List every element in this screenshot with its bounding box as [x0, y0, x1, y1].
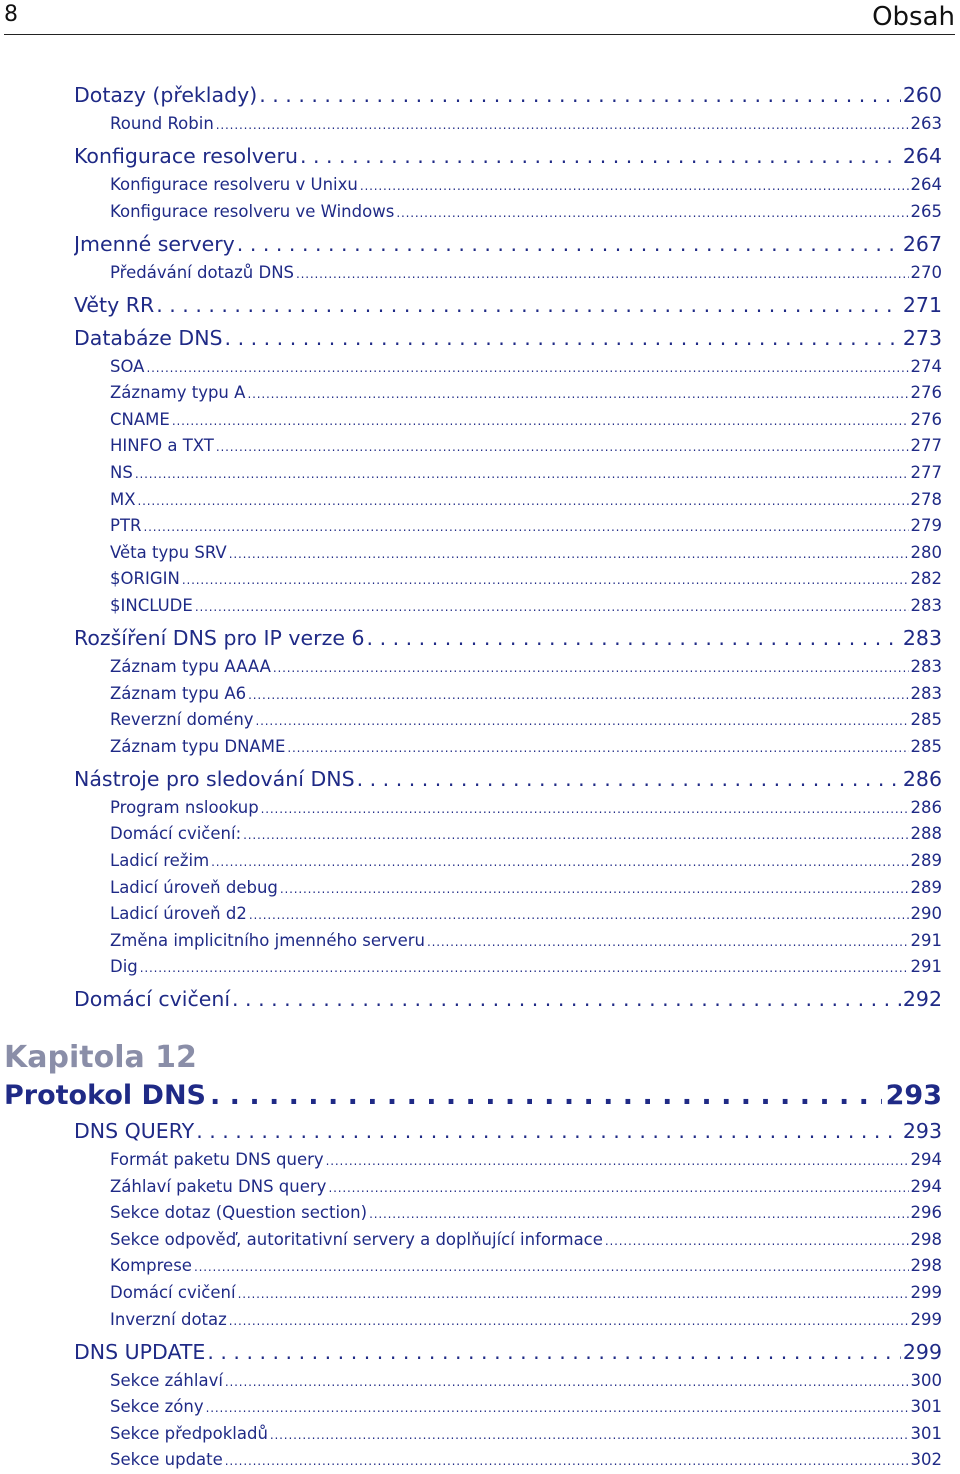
toc-subsection-entry[interactable] [110, 957, 942, 976]
entry-page-number: 289 [910, 851, 942, 870]
entry-label: Věty RR [74, 292, 155, 317]
leader-dots [328, 1177, 908, 1196]
entry-page-number: 267 [902, 231, 942, 256]
entry-page-number: 265 [910, 201, 942, 221]
entry-label: Nástroje pro sledování DNS [74, 766, 355, 791]
entry-page-number: 293 [902, 1119, 942, 1143]
toc-section-entry[interactable] [74, 293, 942, 317]
leader-dots [273, 657, 909, 676]
entry-page-number: 288 [910, 824, 942, 844]
entry-page-number: 300 [910, 1370, 942, 1390]
toc-subsection-entry[interactable] [110, 436, 942, 455]
toc-subsection-entry[interactable] [110, 175, 942, 194]
leader-dots [156, 293, 901, 317]
entry-page-number: 286 [902, 766, 942, 791]
entry-page-number: 280 [910, 542, 942, 562]
chapter-label: Kapitola 12 [4, 1040, 197, 1075]
entry-label: Záznam typu DNAME [110, 736, 286, 756]
entry-label: Program nslookup [110, 797, 259, 817]
leader-dots [357, 767, 901, 791]
toc-subsection-entry[interactable] [110, 202, 942, 221]
toc-subsection-entry[interactable] [110, 463, 942, 482]
toc-subsection-entry[interactable] [110, 1397, 942, 1416]
toc-section-entry[interactable] [74, 987, 942, 1011]
leader-dots [225, 1450, 909, 1469]
entry-page-number: 283 [910, 657, 942, 676]
entry-page-number: 299 [902, 1339, 942, 1364]
section-title: Obsah [872, 2, 955, 32]
entry-page-number: 270 [910, 262, 942, 282]
entry-page-number: 286 [910, 797, 942, 817]
entry-page-number: 271 [902, 292, 942, 317]
leader-dots [247, 383, 908, 402]
leader-dots [270, 1424, 909, 1443]
entry-label: $ORIGIN [110, 569, 180, 589]
entry-label: Jmenné servery [74, 231, 235, 256]
leader-dots [144, 516, 909, 535]
entry-label: Formát paketu DNS query [110, 1150, 324, 1169]
leader-dots [248, 684, 908, 703]
entry-page-number: 279 [910, 516, 942, 536]
toc-subsection-entry[interactable] [110, 1310, 942, 1329]
leader-dots [296, 263, 908, 282]
entry-label: Domácí cvičení [74, 987, 231, 1012]
entry-label: HINFO a TXT [110, 436, 214, 456]
entry-label: Round Robin [110, 114, 214, 133]
toc-subsection-entry[interactable] [110, 798, 942, 817]
entry-label: Databáze DNS [74, 325, 223, 350]
entry-label: Ladicí režim [110, 851, 210, 870]
toc-section-entry[interactable] [74, 767, 942, 791]
entry-page-number: 292 [902, 987, 942, 1012]
entry-label: Záhlaví paketu DNS query [110, 1176, 327, 1196]
leader-dots [287, 737, 908, 756]
toc-subsection-entry[interactable] [110, 657, 942, 676]
entry-label: Rozšíření DNS pro IP verze 6 [74, 626, 365, 650]
entry-page-number: 273 [902, 325, 942, 350]
entry-label: Inverzní dotaz [110, 1309, 227, 1329]
entry-page-number: 294 [910, 1176, 942, 1196]
entry-page-number: 298 [910, 1256, 942, 1276]
entry-page-number: 301 [910, 1397, 942, 1417]
leader-dots [211, 851, 908, 870]
toc-section-entry[interactable] [74, 83, 942, 107]
entry-label: DNS QUERY [74, 1119, 195, 1143]
entry-label: Sekce záhlaví [110, 1370, 223, 1390]
leader-dots [146, 357, 908, 376]
leader-dots [216, 114, 909, 133]
toc-subsection-entry[interactable] [110, 114, 942, 133]
chapter-entry[interactable] [4, 1080, 942, 1111]
toc-section-entry[interactable] [74, 1119, 942, 1143]
leader-dots [216, 436, 909, 455]
leader-dots [280, 878, 909, 897]
toc-subsection-entry[interactable] [110, 263, 942, 282]
entry-page-number: 278 [910, 489, 942, 509]
entry-label: Konfigurace resolveru [74, 144, 298, 168]
leader-dots [210, 1080, 882, 1111]
chapter-page: 293 [885, 1080, 942, 1111]
entry-page-number: 302 [910, 1450, 942, 1470]
entry-page-number: 299 [910, 1283, 942, 1302]
entry-page-number: 264 [910, 175, 942, 194]
entry-page-number: 260 [902, 83, 942, 107]
entry-label: Konfigurace resolveru ve Windows [110, 201, 395, 221]
chapter-title: Protokol DNS [4, 1080, 206, 1111]
toc-subsection-entry[interactable] [110, 410, 942, 429]
page-number: 8 [4, 2, 18, 27]
entry-label: Předávání dotazů DNS [110, 262, 295, 282]
toc-subsection-entry[interactable] [110, 543, 942, 562]
toc-subsection-entry[interactable] [110, 1256, 942, 1275]
entry-page-number: 282 [910, 569, 942, 589]
entry-page-number: 276 [910, 383, 942, 403]
toc-subsection-entry[interactable] [110, 684, 942, 703]
leader-dots [195, 596, 909, 615]
toc-subsection-entry[interactable] [110, 1450, 942, 1469]
leader-dots [172, 410, 909, 429]
leader-dots [196, 1119, 901, 1143]
leader-dots [225, 1371, 909, 1390]
leader-dots [243, 824, 908, 843]
leader-dots [238, 1283, 909, 1302]
entry-label: Sekce odpověď, autoritativní servery a doplňující informace [110, 1229, 603, 1249]
leader-dots [300, 144, 901, 168]
toc-subsection-entry[interactable] [110, 357, 942, 376]
entry-page-number: 296 [910, 1203, 942, 1223]
entry-label: PTR [110, 516, 142, 536]
toc-subsection-entry[interactable] [110, 1371, 942, 1390]
leader-dots [182, 569, 909, 588]
entry-page-number: 283 [910, 596, 942, 615]
toc-subsection-entry[interactable] [110, 383, 942, 402]
toc-subsection-entry[interactable] [110, 596, 942, 615]
leader-dots [135, 463, 909, 482]
entry-label: CNAME [110, 409, 170, 429]
entry-page-number: 274 [910, 356, 942, 376]
leader-dots [360, 175, 909, 194]
entry-page-number: 283 [902, 626, 942, 650]
entry-label: Změna implicitního jmenného serveru [110, 930, 425, 950]
toc-section-entry[interactable] [74, 144, 942, 168]
leader-dots [229, 543, 909, 562]
leader-dots [194, 1256, 909, 1275]
entry-page-number: 289 [910, 877, 942, 897]
leader-dots [326, 1150, 909, 1169]
entry-label: Sekce update [110, 1450, 223, 1470]
toc-subsection-entry[interactable] [110, 904, 942, 923]
entry-label: Záznam typu A6 [110, 683, 247, 703]
toc-subsection-entry[interactable] [110, 490, 942, 509]
toc-subsection-entry[interactable] [110, 1150, 942, 1169]
toc-subsection-entry[interactable] [110, 1177, 942, 1196]
entry-label: NS [110, 463, 133, 482]
leader-dots [249, 904, 909, 923]
toc-subsection-entry[interactable] [110, 931, 942, 950]
entry-page-number: 276 [910, 409, 942, 429]
entry-label: Domácí cvičení [110, 1283, 236, 1302]
entry-label: DNS UPDATE [74, 1339, 206, 1364]
leader-dots [367, 626, 901, 650]
leader-dots [256, 710, 909, 729]
entry-page-number: 285 [910, 736, 942, 756]
leader-dots [396, 202, 908, 221]
toc-subsection-entry[interactable] [110, 851, 942, 870]
entry-label: Záznam typu AAAA [110, 657, 271, 676]
entry-label: Konfigurace resolveru v Unixu [110, 175, 358, 194]
entry-page-number: 294 [910, 1150, 942, 1169]
entry-label: Věta typu SRV [110, 542, 227, 562]
entry-label: Sekce předpokladů [110, 1423, 268, 1443]
entry-page-number: 299 [910, 1309, 942, 1329]
toc-section-entry[interactable] [74, 626, 942, 650]
entry-page-number: 291 [910, 957, 942, 977]
toc-subsection-entry[interactable] [110, 516, 942, 535]
toc-subsection-entry[interactable] [110, 1283, 942, 1302]
leader-dots [138, 490, 909, 509]
entry-label: Reverzní domény [110, 710, 254, 730]
entry-page-number: 291 [910, 930, 942, 950]
entry-page-number: 263 [910, 114, 942, 133]
toc-subsection-entry[interactable] [110, 737, 942, 756]
toc-section-entry[interactable] [74, 1340, 942, 1364]
entry-page-number: 277 [910, 436, 942, 456]
toc-subsection-entry[interactable] [110, 710, 942, 729]
entry-label: SOA [110, 356, 145, 376]
leader-dots [140, 957, 909, 976]
entry-label: Sekce zóny [110, 1397, 204, 1417]
leader-dots [232, 987, 901, 1011]
entry-label: Sekce dotaz (Question section) [110, 1203, 368, 1223]
entry-label: MX [110, 489, 136, 509]
entry-label: Dotazy (překlady) [74, 83, 258, 107]
entry-page-number: 290 [910, 904, 942, 924]
leader-dots [427, 931, 909, 950]
toc-subsection-entry[interactable] [110, 1203, 942, 1222]
entry-page-number: 298 [910, 1229, 942, 1249]
entry-label: Záznamy typu A [110, 383, 246, 403]
leader-dots [237, 232, 901, 256]
leader-dots [261, 798, 909, 817]
toc-section-entry[interactable] [74, 326, 942, 350]
entry-label: Dig [110, 957, 138, 977]
leader-dots [259, 83, 901, 107]
entry-page-number: 285 [910, 710, 942, 730]
entry-label: $INCLUDE [110, 596, 193, 615]
leader-dots [207, 1340, 901, 1364]
leader-dots [605, 1230, 909, 1249]
leader-dots [229, 1310, 909, 1329]
toc-subsection-entry[interactable] [110, 824, 942, 843]
entry-label: Komprese [110, 1256, 192, 1276]
leader-dots [225, 326, 901, 350]
entry-page-number: 264 [902, 144, 942, 168]
entry-page-number: 277 [910, 463, 942, 482]
entry-page-number: 301 [910, 1423, 942, 1443]
leader-dots [369, 1203, 908, 1222]
toc-subsection-entry[interactable] [110, 878, 942, 897]
entry-label: Ladicí úroveň debug [110, 877, 278, 897]
entry-page-number: 283 [910, 683, 942, 703]
toc-subsection-entry[interactable] [110, 1230, 942, 1249]
leader-dots [206, 1397, 909, 1416]
entry-label: Domácí cvičení: [110, 824, 242, 844]
toc-subsection-entry[interactable] [110, 569, 942, 588]
entry-label: Ladicí úroveň d2 [110, 904, 247, 924]
toc-subsection-entry[interactable] [110, 1424, 942, 1443]
toc-section-entry[interactable] [74, 232, 942, 256]
page-header [4, 0, 955, 35]
